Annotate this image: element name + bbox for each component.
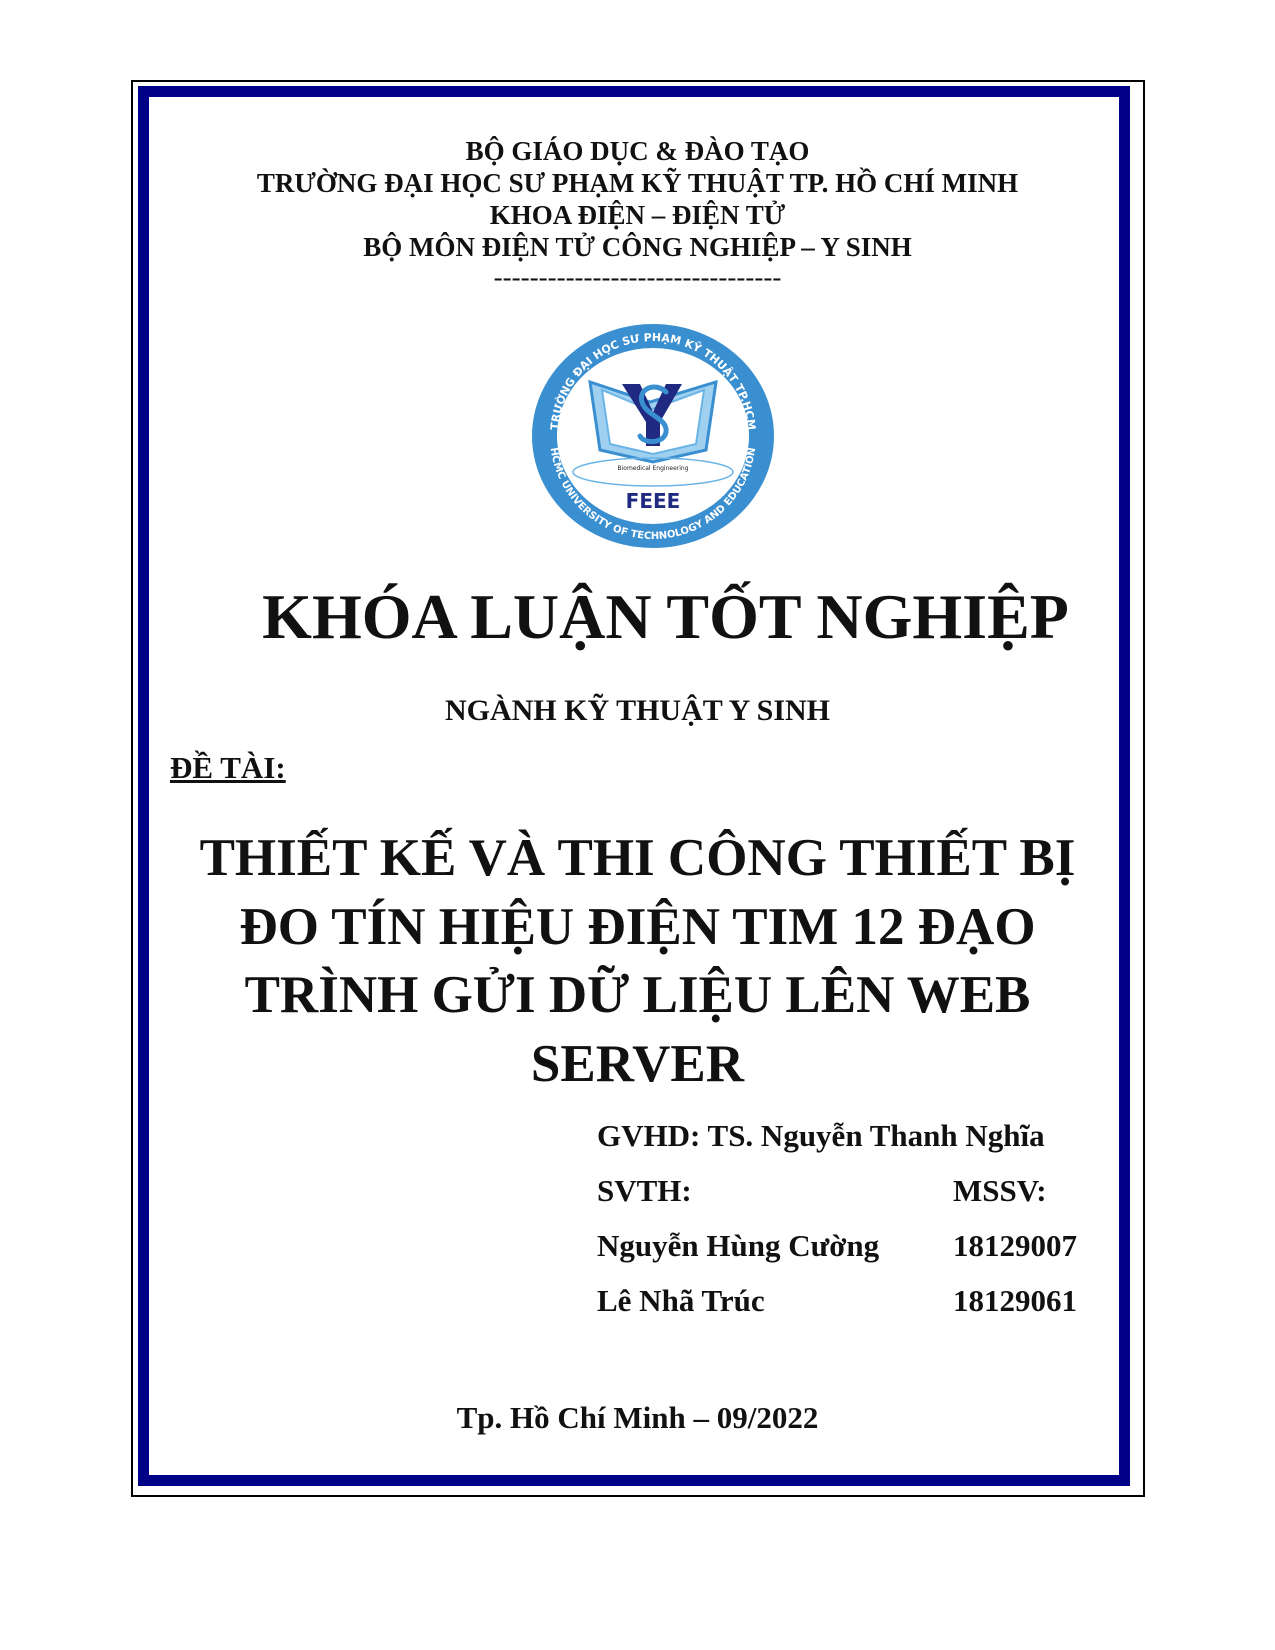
advisor: GVHD: TS. Nguyễn Thanh Nghĩa [597, 1118, 1045, 1153]
students-label: SVTH: [597, 1173, 692, 1208]
department-line: BỘ MÔN ĐIỆN TỬ CÔNG NGHIỆP – Y SINH [363, 232, 912, 262]
university-logo [530, 322, 776, 550]
topic-label: ĐỀ TÀI: [170, 750, 286, 785]
faculty-line: KHOA ĐIỆN – ĐIỆN TỬ [489, 200, 786, 230]
logo-bottom-text: HCMC UNIVERSITY OF TECHNOLOGY AND EDUCATION [547, 446, 759, 543]
logo-subtitle: Biomedical Engineering [617, 465, 689, 472]
student-id-label: MSSV: [953, 1173, 1047, 1208]
topic-line-3: TRÌNH GỬI DỮ LIỆU LÊN WEB [244, 966, 1031, 1024]
student-id: 18129007 [953, 1228, 1077, 1263]
ministry-line: BỘ GIÁO DỤC & ĐÀO TẠO [465, 136, 810, 166]
topic-line-4: SERVER [530, 1035, 745, 1093]
footer-place-date: Tp. Hồ Chí Minh – 09/2022 [456, 1400, 819, 1435]
student-name: Nguyễn Hùng Cường [597, 1228, 880, 1263]
logo-top-text: TRƯỜNG ĐẠI HỌC SƯ PHẠM KỸ THUẬT TP.HCM [548, 330, 758, 431]
page-border-blue [138, 86, 1130, 1486]
topic-line-1: THIẾT KẾ VÀ THI CÔNG THIẾT BỊ [199, 829, 1076, 887]
university-line: TRƯỜNG ĐẠI HỌC SƯ PHẠM KỸ THUẬT TP. HỒ CHÍ MINH [256, 168, 1019, 198]
student-id: 18129061 [953, 1283, 1077, 1318]
separator: -------------------------------- [493, 262, 782, 292]
logo-label: FEEE [625, 489, 681, 513]
major: NGÀNH KỸ THUẬT Y SINH [444, 694, 831, 727]
topic-line-2: ĐO TÍN HIỆU ĐIỆN TIM 12 ĐẠO [239, 898, 1036, 956]
student-name: Lê Nhã Trúc [597, 1283, 765, 1318]
document-type: KHÓA LUẬN TỐT NGHIỆP [262, 581, 1069, 652]
